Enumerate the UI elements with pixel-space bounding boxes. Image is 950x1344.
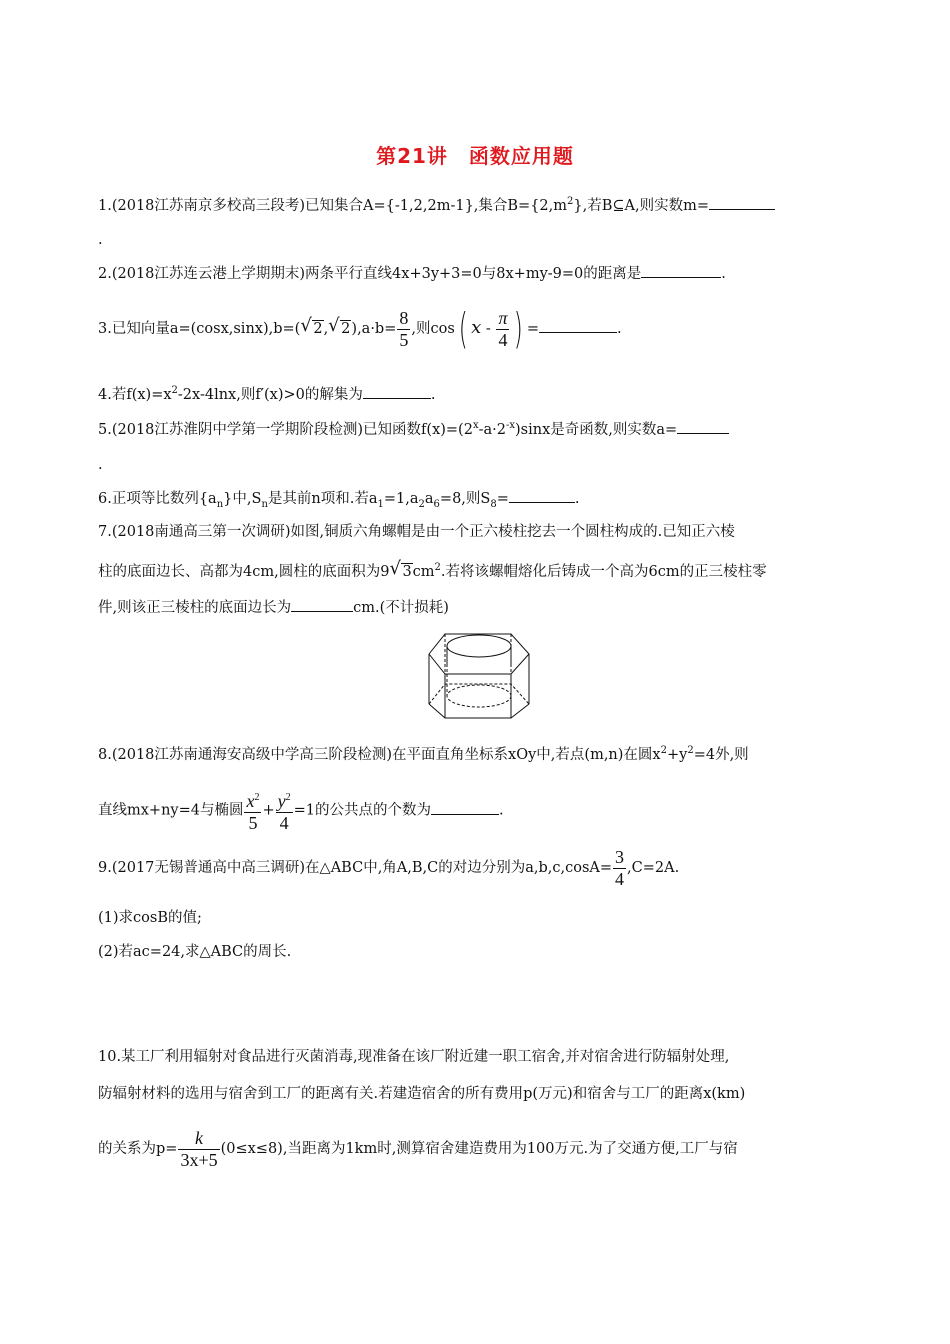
q4-sup: 2 xyxy=(171,385,178,396)
answer-blank[interactable] xyxy=(641,263,721,278)
q4-tail: . xyxy=(430,386,436,403)
question-10-line-2: 防辐射材料的选用与宿舍到工厂的距离有关.若建造宿舍的所有费用p(万元)和宿舍与工厂的距离x(km) xyxy=(98,1086,746,1102)
q4-text: 4.若f(x)=x xyxy=(98,386,172,403)
right-paren: ) xyxy=(514,304,524,353)
sqrt-2-a xyxy=(300,307,323,351)
fraction-3-4 xyxy=(613,847,626,890)
frac-num: π xyxy=(498,307,508,328)
q6-sub: 8 xyxy=(490,498,497,510)
q5-text2: -a·2 xyxy=(478,421,506,438)
fraction-8-5 xyxy=(397,308,410,351)
q9-text: 9.(2017无锡普通高中高三调研)在△ABC中,角A,B,C的对边分别为a,b,c,cosA= xyxy=(98,860,613,876)
question-10-line-3 xyxy=(98,1127,738,1171)
answer-blank[interactable] xyxy=(709,195,775,210)
question-7-line-3 xyxy=(98,597,449,618)
frac-den: 5 xyxy=(248,813,258,833)
question-9 xyxy=(98,846,679,890)
q6-sub: n xyxy=(261,498,268,510)
q2-text: 2.(2018江苏连云港上学期期末)两条平行直线4x+3y+3=0与8x+my-9=0的距离是 xyxy=(98,266,642,282)
page-title: 第21讲 函数应用题 xyxy=(376,144,574,168)
plus: + xyxy=(262,802,275,819)
q7-unit: cm xyxy=(412,563,435,580)
q1-continuation xyxy=(98,230,103,250)
fraction-y2-4 xyxy=(276,787,293,834)
exp-2: 2 xyxy=(285,792,291,803)
question-2 xyxy=(98,263,726,284)
answer-blank[interactable] xyxy=(677,419,729,434)
sqrt-2-b xyxy=(328,307,351,351)
q6-sub: 2 xyxy=(418,498,425,510)
sqrt-2-a-radicand: 2 xyxy=(313,321,323,337)
q3-x: x xyxy=(471,317,482,338)
left-paren: ( xyxy=(458,304,468,353)
q6-text3: 是其前n项和.若a xyxy=(267,491,378,507)
frac-num: 8 xyxy=(399,307,409,328)
q7-text: 柱的底面边长、高都为4cm,圆柱的底面积为9 xyxy=(98,563,390,580)
frac-num: 3 xyxy=(615,846,625,867)
answer-blank[interactable] xyxy=(539,318,617,333)
question-6 xyxy=(98,488,579,515)
q7-text4: cm.(不计损耗) xyxy=(353,600,449,616)
question-9-part-1: (1)求cosB的值; xyxy=(98,910,202,926)
q8-sup: 2 xyxy=(687,745,694,756)
question-4 xyxy=(98,381,435,405)
question-8-line-2 xyxy=(98,787,504,834)
sqrt-3 xyxy=(389,562,412,582)
q10-text2: (0≤x≤8),当距离为1km时,测算宿舍建造费用为100万元.为了交通方便,工厂与宿 xyxy=(220,1141,738,1157)
q9-text2: ,C=2A. xyxy=(627,860,680,876)
frac-num xyxy=(244,787,261,813)
frac-den: 3x+5 xyxy=(180,1149,218,1170)
fraction-x2-5 xyxy=(244,787,261,834)
q5-dot: . xyxy=(98,457,103,473)
question-9-part-2: (2)若ac=24,求△ABC的周长. xyxy=(98,944,292,960)
var-y: y xyxy=(277,791,286,811)
sqrt-3-radicand: 3 xyxy=(402,563,412,580)
q2-tail: . xyxy=(721,266,726,282)
q5-sup1: x xyxy=(472,420,479,431)
fraction-k-3x5 xyxy=(178,1128,219,1171)
q7-text2: .若将该螺帽熔化后铸成一个高为6cm的正三棱柱零 xyxy=(440,563,767,580)
frac-den: 4 xyxy=(498,329,508,350)
q6-sub: 6 xyxy=(433,498,440,510)
frac-num: k xyxy=(178,1128,219,1150)
exp-2: 2 xyxy=(254,792,260,803)
q3-comma: , xyxy=(323,321,329,337)
q7-text3: 件,则该正三棱柱的底面边长为 xyxy=(98,600,292,616)
q6-sub: 1 xyxy=(377,498,384,510)
frac-den: 4 xyxy=(615,868,625,889)
frac-den: 5 xyxy=(399,329,409,350)
q6-tail: . xyxy=(574,491,580,507)
question-1 xyxy=(98,192,775,216)
q6-text6: =8,则S xyxy=(439,491,491,507)
q8-text4: 直线mx+ny=4与椭圆 xyxy=(98,802,244,819)
q1-dot: . xyxy=(98,232,103,248)
q6-text: 6.正项等比数列{a xyxy=(98,491,217,507)
q5-sup2: -x xyxy=(505,420,516,431)
q6-text5: a xyxy=(424,491,434,507)
question-8-line-1 xyxy=(98,741,749,765)
q10-text: 的关系为p= xyxy=(98,1141,178,1157)
frac-num xyxy=(276,787,293,813)
q3-text3: ,则cos xyxy=(411,321,455,337)
answer-blank[interactable] xyxy=(363,384,431,399)
question-5 xyxy=(98,416,729,440)
answer-blank[interactable] xyxy=(509,488,575,503)
q1-text: 1.(2018江苏南京多校高三段考)已知集合A={-1,2,2m-1},集合B={2,m xyxy=(98,197,568,214)
question-10-line-1: 10.某工厂利用辐射对食品进行灭菌消毒,现准备在该厂附近建一职工宿舍,并对宿舍进行防辐射处理, xyxy=(98,1049,730,1065)
question-3 xyxy=(98,306,622,351)
q3-minus: - xyxy=(481,321,496,337)
q8-text3: =4外,则 xyxy=(693,746,749,763)
q1-sup: 2 xyxy=(567,196,574,207)
q7-sup: 2 xyxy=(434,562,441,573)
q5-text3: )sinx是奇函数,则实数a= xyxy=(515,421,678,438)
hex-nut-figure xyxy=(425,630,535,724)
q3-text2: ),a·b= xyxy=(351,321,397,337)
sqrt-2-b-radicand: 2 xyxy=(341,321,351,337)
q3-text4: = xyxy=(526,321,540,337)
q8-text: 8.(2018江苏南通海安高级中学高三阶段检测)在平面直角坐标系xOy中,若点(m,n)在圆x xyxy=(98,746,661,763)
frac-den: 4 xyxy=(279,813,289,833)
q3-text: 3.已知向量a=(cosx,sinx),b=( xyxy=(98,321,301,337)
var-x: x xyxy=(246,791,255,811)
q4-text2: -2x-4lnx,则f′(x)>0的解集为 xyxy=(177,386,363,403)
question-7-line-1: 7.(2018南通高三第一次调研)如图,铜质六角螺帽是由一个正六棱柱挖去一个圆柱构成的.已知正六棱 xyxy=(98,524,735,540)
q6-sub: n xyxy=(216,498,224,510)
q8-text5: =1的公共点的个数为 xyxy=(293,802,432,819)
q8-tail: . xyxy=(499,802,504,819)
q8-sup: 2 xyxy=(660,745,667,756)
q6-text2: }中,S xyxy=(223,491,262,507)
answer-blank[interactable] xyxy=(431,800,499,815)
q3-tail: . xyxy=(617,321,622,337)
q6-text4: =1,a xyxy=(383,491,419,507)
hex-nut-drawing xyxy=(425,630,535,720)
q5-text: 5.(2018江苏淮阴中学第一学期阶段检测)已知函数f(x)=(2 xyxy=(98,421,473,438)
q8-text2: +y xyxy=(666,746,688,763)
q5-continuation xyxy=(98,455,103,475)
answer-blank[interactable] xyxy=(291,597,353,612)
q1-text2: },若B⊆A,则实数m= xyxy=(573,197,710,214)
question-7-line-2 xyxy=(98,558,767,582)
q6-text7: = xyxy=(496,491,509,507)
fraction-pi-4 xyxy=(496,308,509,351)
